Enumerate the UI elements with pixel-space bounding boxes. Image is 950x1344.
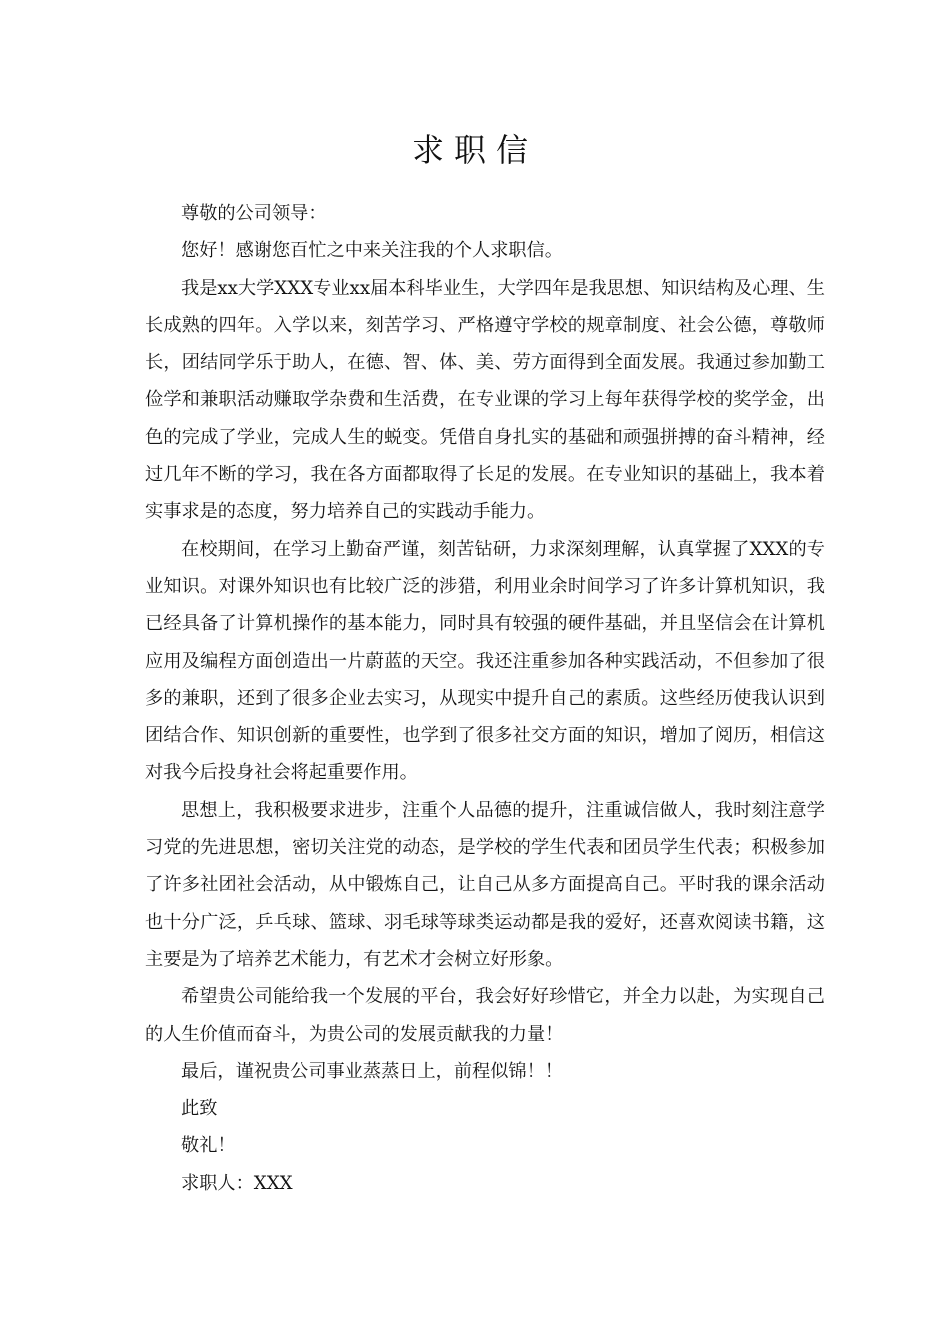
closing-regards: 此致 (181, 1098, 218, 1120)
greeting: 您好！感谢您百忙之中来关注我的个人求职信。 (181, 240, 563, 262)
paragraph-study: 在校期间，在学习上勤奋严谨，刻苦钻研，力求深刻理解，认真掌握了XXX的专业知识。对课外知识也有比较广泛的涉猎，利用业余时间学习了许多计算机知识，我已经具备了计算机操作的基本能力，同时具有较强的硬件基础，并且坚信会在计算机应用及编程方面创造出一片蔚蓝的天空。我还注重参加各种实践活动，不但参加了很多的兼职，还到了很多企业去实习，从现实中提升自己的素质。这些经历使我认识到团结合作、知识创新的重要性，也学到了很多社交方面的知识，增加了阅历，相信这对我今后投身社会将起重要作用。 (145, 538, 825, 784)
salutation: 尊敬的公司领导： (181, 203, 327, 224)
paragraph-hope: 希望贵公司能给我一个发展的平台，我会好好珍惜它，并全力以赴，为实现自己的人生价值而奋斗，为贵公司的发展贡献我的力量！ (145, 986, 825, 1045)
closing-wish: 最后，谨祝贵公司事业蒸蒸日上，前程似锦！！ (181, 1060, 563, 1082)
letter-body (145, 195, 825, 1202)
closing-salute: 敬礼！ (181, 1135, 236, 1157)
paragraph-character: 思想上，我积极要求进步，注重个人品德的提升，注重诚信做人，我时刻注意学习党的先进思想，密切关注党的动态，是学校的学生代表和团员学生代表；积极参加了许多社团社会活动，从中锻炼自己，让自己从多方面提高自己。平时我的课余活动也十分广泛，乒乓球、篮球、羽毛球等球类运动都是我的爱好，还喜欢阅读书籍，这主要是为了培养艺术能力，有艺术才会树立好形象。 (145, 799, 825, 970)
paragraph-intro: 我是xx大学XXX专业xx届本科毕业生，大学四年是我思想、知识结构及心理、生长成熟的四年。入学以来，刻苦学习、严格遵守学校的规章制度、社会公德，尊敬师长，团结同学乐于助人，在德、智、体、美、劳方面得到全面发展。我通过参加勤工俭学和兼职活动赚取学杂费和生活费，在专业课的学习上每年获得学校的奖学金，出色的完成了学业，完成人生的蜕变。凭借自身扎实的基础和顽强拼搏的奋斗精神，经过几年不断的学习，我在各方面都取得了长足的发展。在专业知识的基础上，我本着实事求是的态度，努力培养自己的实践动手能力。 (145, 277, 825, 523)
signature: 求职人：XXX (181, 1172, 293, 1194)
page-title: 求职信 (411, 131, 538, 169)
